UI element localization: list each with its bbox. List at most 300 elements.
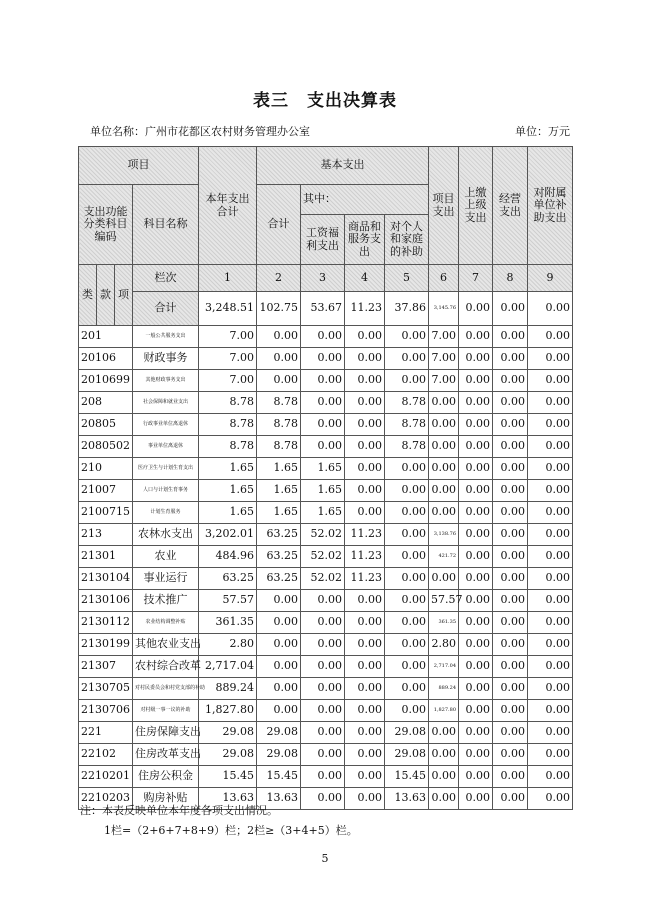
cell-value: 0.00 (493, 722, 528, 744)
cell-value: 0.00 (528, 700, 573, 722)
cell-value: 0.00 (459, 436, 493, 458)
table-row (79, 656, 573, 678)
subject-name: 技术推广 (133, 590, 199, 612)
cell-value: 0.00 (257, 590, 301, 612)
cell-value: 52.02 (301, 546, 345, 568)
subject-code: 2210203 (79, 788, 133, 810)
cell-value: 0.00 (493, 502, 528, 524)
cell-value: 0.00 (257, 678, 301, 700)
column-number: 5 (385, 265, 429, 292)
cell-value: 7.00 (199, 348, 257, 370)
cell-value: 7.00 (429, 370, 459, 392)
cell-value: 3,138.76 (429, 524, 459, 546)
cell-value: 0.00 (257, 656, 301, 678)
cell-value: 0.00 (459, 656, 493, 678)
cell-value: 0.00 (528, 524, 573, 546)
cell-value: 0.00 (301, 722, 345, 744)
header-row-no: 栏次 (133, 265, 199, 292)
cell-value: 29.08 (385, 722, 429, 744)
subject-code: 208 (79, 392, 133, 414)
cell-value: 0.00 (345, 502, 385, 524)
cell-value: 0.00 (528, 436, 573, 458)
header-operate: 经营支出 (493, 147, 528, 265)
cell-value: 0.00 (345, 436, 385, 458)
cell-value: 0.00 (301, 348, 345, 370)
cell-value: 15.45 (199, 766, 257, 788)
cell-value: 0.00 (257, 348, 301, 370)
cell-value: 0.00 (385, 480, 429, 502)
cell-value: 0.00 (493, 700, 528, 722)
cell-value: 2,717.04 (199, 656, 257, 678)
column-number: 3 (301, 265, 345, 292)
subject-name: 购房补贴 (133, 788, 199, 810)
cell-value: 2,717.04 (429, 656, 459, 678)
table-row (79, 326, 573, 348)
cell-value: 0.00 (301, 766, 345, 788)
cell-value: 0.00 (345, 700, 385, 722)
cell-value: 63.25 (257, 546, 301, 568)
subject-name: 对村民委员会和村党支部的补助 (133, 678, 199, 700)
cell-value: 0.00 (459, 546, 493, 568)
column-number: 4 (345, 265, 385, 292)
cell-value: 0.00 (385, 634, 429, 656)
subject-code: 21307 (79, 656, 133, 678)
cell-value: 7.00 (199, 326, 257, 348)
subject-name: 其他财政事务支出 (133, 370, 199, 392)
cell-value: 0.00 (528, 766, 573, 788)
cell-value: 11.23 (345, 546, 385, 568)
subject-code: 201 (79, 326, 133, 348)
column-number: 2 (257, 265, 301, 292)
cell-value: 0.00 (429, 744, 459, 766)
subject-name: 财政事务 (133, 348, 199, 370)
cell-value: 0.00 (301, 414, 345, 436)
cell-value: 8.78 (199, 436, 257, 458)
cell-value: 0.00 (493, 326, 528, 348)
cell-value: 1.65 (199, 458, 257, 480)
table-row (79, 436, 573, 458)
cell-value: 0.00 (528, 612, 573, 634)
subject-code: 213 (79, 524, 133, 546)
table-row (79, 524, 573, 546)
cell-value: 0.00 (345, 722, 385, 744)
cell-value: 1.65 (257, 502, 301, 524)
subject-code: 2100715 (79, 502, 133, 524)
cell-value: 0.00 (493, 590, 528, 612)
cell-value: 3,202.01 (199, 524, 257, 546)
cell-value: 0.00 (429, 480, 459, 502)
cell-value: 0.00 (459, 744, 493, 766)
table-row (79, 392, 573, 414)
subject-name: 事业运行 (133, 568, 199, 590)
subject-code: 2130104 (79, 568, 133, 590)
table-row (79, 766, 573, 788)
cell-value: 0.00 (301, 744, 345, 766)
subject-name: 事业单位离退休 (133, 436, 199, 458)
cell-value: 15.45 (257, 766, 301, 788)
cell-value: 29.08 (199, 744, 257, 766)
cell-value: 13.63 (257, 788, 301, 810)
cell-value: 0.00 (345, 326, 385, 348)
cell-value: 0.00 (301, 590, 345, 612)
cell-value: 889.24 (199, 678, 257, 700)
subject-name: 住房改革支出 (133, 744, 199, 766)
cell-value: 0.00 (385, 590, 429, 612)
cell-value: 7.00 (199, 370, 257, 392)
column-number: 1 (199, 265, 257, 292)
total-value: 102.75 (257, 292, 301, 326)
cell-value: 0.00 (385, 458, 429, 480)
header-salary: 工资福利支出 (301, 215, 345, 265)
cell-value: 0.00 (493, 744, 528, 766)
subject-code: 221 (79, 722, 133, 744)
cell-value: 0.00 (528, 392, 573, 414)
cell-value: 29.08 (385, 744, 429, 766)
cell-value: 63.25 (257, 524, 301, 546)
subject-name: 医疗卫生与计划生育支出 (133, 458, 199, 480)
cell-value: 0.00 (528, 656, 573, 678)
cell-value: 0.00 (459, 766, 493, 788)
cell-value: 57.57 (429, 590, 459, 612)
cell-value: 0.00 (345, 414, 385, 436)
cell-value: 0.00 (345, 348, 385, 370)
cell-value: 0.00 (493, 634, 528, 656)
cell-value: 0.00 (257, 634, 301, 656)
cell-value: 0.00 (345, 634, 385, 656)
cell-value: 11.23 (345, 524, 385, 546)
page-number: 5 (321, 852, 329, 865)
subject-code: 2010699 (79, 370, 133, 392)
cell-value: 0.00 (459, 392, 493, 414)
cell-value: 0.00 (429, 436, 459, 458)
cell-value: 1.65 (199, 480, 257, 502)
cell-value: 0.00 (345, 656, 385, 678)
cell-value: 0.00 (301, 370, 345, 392)
cell-value: 1.65 (257, 458, 301, 480)
cell-value: 8.78 (257, 392, 301, 414)
subject-name: 其他农业支出 (133, 634, 199, 656)
cell-value: 29.08 (199, 722, 257, 744)
cell-value: 0.00 (385, 524, 429, 546)
table-row (79, 348, 573, 370)
cell-value: 0.00 (257, 612, 301, 634)
subject-name: 农业 (133, 546, 199, 568)
cell-value: 0.00 (528, 568, 573, 590)
cell-value: 0.00 (257, 700, 301, 722)
subject-name: 住房保障支出 (133, 722, 199, 744)
header-entry: 项 (115, 265, 133, 326)
document-title: 表三 支出决算表 (253, 91, 397, 111)
cell-value: 0.00 (385, 678, 429, 700)
cell-value: 8.78 (257, 436, 301, 458)
cell-value: 0.00 (493, 348, 528, 370)
cell-value: 0.00 (528, 634, 573, 656)
cell-value: 0.00 (459, 612, 493, 634)
cell-value: 1,827.80 (199, 700, 257, 722)
subject-code: 2080502 (79, 436, 133, 458)
cell-value: 0.00 (459, 326, 493, 348)
subject-name: 人口与计划生育事务 (133, 480, 199, 502)
table-row (79, 568, 573, 590)
cell-value: 15.45 (385, 766, 429, 788)
table-row (79, 700, 573, 722)
total-value: 11.23 (345, 292, 385, 326)
subject-name: 对村级一事一议的补助 (133, 700, 199, 722)
cell-value: 0.00 (385, 656, 429, 678)
header-basic-total: 合计 (257, 185, 301, 265)
cell-value: 0.00 (345, 590, 385, 612)
cell-value: 8.78 (199, 392, 257, 414)
subject-code: 2210201 (79, 766, 133, 788)
cell-value: 2.80 (199, 634, 257, 656)
cell-value: 0.00 (345, 612, 385, 634)
table-row (79, 744, 573, 766)
cell-value: 0.00 (459, 700, 493, 722)
cell-value: 0.00 (459, 458, 493, 480)
cell-value: 13.63 (385, 788, 429, 810)
cell-value: 0.00 (429, 568, 459, 590)
cell-value: 0.00 (459, 722, 493, 744)
cell-value: 13.63 (199, 788, 257, 810)
total-value: 3,145.76 (429, 292, 459, 326)
cell-value: 0.00 (385, 348, 429, 370)
cell-value: 0.00 (528, 590, 573, 612)
header-section: 款 (97, 265, 115, 326)
table-row (79, 370, 573, 392)
cell-value: 8.78 (385, 414, 429, 436)
subject-name: 农业结构调整补贴 (133, 612, 199, 634)
cell-value: 0.00 (493, 524, 528, 546)
cell-value: 63.25 (257, 568, 301, 590)
cell-value: 0.00 (459, 370, 493, 392)
cell-value: 0.00 (459, 480, 493, 502)
header-goods: 商品和服务支出 (345, 215, 385, 265)
cell-value: 0.00 (459, 524, 493, 546)
cell-value: 52.02 (301, 524, 345, 546)
cell-value: 0.00 (493, 392, 528, 414)
subject-code: 2130199 (79, 634, 133, 656)
subject-name: 住房公积金 (133, 766, 199, 788)
cell-value: 0.00 (528, 326, 573, 348)
cell-value: 0.00 (429, 392, 459, 414)
cell-value: 0.00 (493, 788, 528, 810)
total-value: 3,248.51 (199, 292, 257, 326)
subject-code: 20805 (79, 414, 133, 436)
cell-value: 0.00 (345, 744, 385, 766)
total-label: 合计 (133, 292, 199, 326)
cell-value: 0.00 (459, 634, 493, 656)
cell-value: 29.08 (257, 722, 301, 744)
cell-value: 7.00 (429, 348, 459, 370)
subject-name: 社会保障和就业支出 (133, 392, 199, 414)
column-number: 7 (459, 265, 493, 292)
header-project: 项目支出 (429, 147, 459, 265)
cell-value: 0.00 (257, 370, 301, 392)
table-row (79, 634, 573, 656)
cell-value: 57.57 (199, 590, 257, 612)
cell-value: 0.00 (429, 788, 459, 810)
table-row (79, 480, 573, 502)
table-row (79, 546, 573, 568)
cell-value: 0.00 (528, 744, 573, 766)
cell-value: 0.00 (459, 568, 493, 590)
cell-value: 0.00 (493, 414, 528, 436)
subject-name: 一般公共服务支出 (133, 326, 199, 348)
cell-value: 2.80 (429, 634, 459, 656)
cell-value: 0.00 (528, 722, 573, 744)
cell-value: 0.00 (528, 480, 573, 502)
cell-value: 0.00 (301, 700, 345, 722)
column-number: 8 (493, 265, 528, 292)
header-upper: 上缴上级支出 (459, 147, 493, 265)
header-func-code: 支出功能分类科目编码 (79, 185, 133, 265)
cell-value: 0.00 (459, 590, 493, 612)
cell-value: 0.00 (528, 370, 573, 392)
cell-value: 0.00 (528, 678, 573, 700)
subject-code: 22102 (79, 744, 133, 766)
cell-value: 0.00 (385, 612, 429, 634)
cell-value: 0.00 (345, 766, 385, 788)
subject-name: 农村综合改革 (133, 656, 199, 678)
expenditure-table (78, 146, 573, 810)
cell-value: 0.00 (301, 656, 345, 678)
subject-code: 21301 (79, 546, 133, 568)
cell-value: 1.65 (301, 480, 345, 502)
cell-value: 8.78 (385, 392, 429, 414)
cell-value: 0.00 (459, 502, 493, 524)
cell-value: 1.65 (301, 458, 345, 480)
cell-value: 0.00 (429, 722, 459, 744)
cell-value: 8.78 (385, 436, 429, 458)
cell-value: 0.00 (459, 348, 493, 370)
cell-value: 0.00 (493, 766, 528, 788)
cell-value: 0.00 (528, 458, 573, 480)
table-row (79, 722, 573, 744)
cell-value: 361.35 (199, 612, 257, 634)
table-row (79, 502, 573, 524)
cell-value: 1.65 (257, 480, 301, 502)
cell-value: 484.96 (199, 546, 257, 568)
cell-value: 0.00 (528, 348, 573, 370)
header-total: 本年支出合计 (199, 147, 257, 265)
table-row (79, 612, 573, 634)
table-row (79, 414, 573, 436)
cell-value: 0.00 (528, 546, 573, 568)
total-value: 0.00 (459, 292, 493, 326)
unit-label: 单位：万元 (515, 125, 570, 138)
table-row (79, 590, 573, 612)
header-subject-name: 科目名称 (133, 185, 199, 265)
header-basic: 基本支出 (257, 147, 429, 185)
cell-value: 0.00 (345, 392, 385, 414)
header-subsidy: 对附属单位补助支出 (528, 147, 573, 265)
total-value: 53.67 (301, 292, 345, 326)
cell-value: 0.00 (301, 326, 345, 348)
cell-value: 0.00 (429, 502, 459, 524)
cell-value: 0.00 (345, 480, 385, 502)
cell-value: 0.00 (493, 370, 528, 392)
note-line-2: 1栏=（2+6+7+8+9）栏；2栏≥（3+4+5）栏。 (104, 824, 358, 837)
cell-value: 0.00 (385, 700, 429, 722)
cell-value: 0.00 (528, 414, 573, 436)
cell-value: 0.00 (301, 634, 345, 656)
subject-code: 2130112 (79, 612, 133, 634)
cell-value: 0.00 (528, 788, 573, 810)
subject-code: 210 (79, 458, 133, 480)
cell-value: 0.00 (493, 568, 528, 590)
cell-value: 0.00 (459, 678, 493, 700)
subject-name: 计划生育服务 (133, 502, 199, 524)
cell-value: 889.24 (429, 678, 459, 700)
unit-name: 单位名称：广州市花都区农村财务管理办公室 (90, 125, 310, 138)
note-line-1: 注：本表反映单位本年度各项支出情况。 (80, 804, 278, 817)
cell-value: 0.00 (385, 546, 429, 568)
cell-value: 0.00 (429, 414, 459, 436)
cell-value: 0.00 (301, 436, 345, 458)
subject-name: 农林水支出 (133, 524, 199, 546)
subject-code: 2130106 (79, 590, 133, 612)
cell-value: 0.00 (301, 678, 345, 700)
cell-value: 0.00 (301, 612, 345, 634)
cell-value: 0.00 (528, 502, 573, 524)
cell-value: 63.25 (199, 568, 257, 590)
cell-value: 0.00 (493, 546, 528, 568)
cell-value: 0.00 (301, 788, 345, 810)
total-value: 37.86 (385, 292, 429, 326)
cell-value: 0.00 (345, 370, 385, 392)
cell-value: 0.00 (429, 458, 459, 480)
cell-value: 0.00 (493, 678, 528, 700)
cell-value: 0.00 (493, 480, 528, 502)
cell-value: 0.00 (385, 502, 429, 524)
cell-value: 0.00 (345, 788, 385, 810)
cell-value: 0.00 (385, 370, 429, 392)
subject-name: 行政事业单位离退休 (133, 414, 199, 436)
table-row (79, 678, 573, 700)
cell-value: 0.00 (301, 392, 345, 414)
subject-code: 2130706 (79, 700, 133, 722)
header-of-which: 其中： (301, 185, 429, 215)
cell-value: 0.00 (493, 612, 528, 634)
cell-value: 361.35 (429, 612, 459, 634)
total-value: 0.00 (493, 292, 528, 326)
cell-value: 0.00 (257, 326, 301, 348)
subject-code: 20106 (79, 348, 133, 370)
cell-value: 0.00 (493, 656, 528, 678)
cell-value: 1.65 (301, 502, 345, 524)
header-item: 项目 (79, 147, 199, 185)
cell-value: 29.08 (257, 744, 301, 766)
subject-code: 2130705 (79, 678, 133, 700)
cell-value: 0.00 (385, 326, 429, 348)
cell-value: 1.65 (199, 502, 257, 524)
cell-value: 8.78 (199, 414, 257, 436)
header-kind: 类 (79, 265, 97, 326)
table-row (79, 458, 573, 480)
cell-value: 0.00 (493, 436, 528, 458)
cell-value: 11.23 (345, 568, 385, 590)
cell-value: 421.72 (429, 546, 459, 568)
cell-value: 0.00 (429, 766, 459, 788)
cell-value: 0.00 (459, 414, 493, 436)
cell-value: 1,827.80 (429, 700, 459, 722)
cell-value: 0.00 (385, 568, 429, 590)
cell-value: 0.00 (493, 458, 528, 480)
column-number: 9 (528, 265, 573, 292)
column-number: 6 (429, 265, 459, 292)
total-value: 0.00 (528, 292, 573, 326)
cell-value: 0.00 (345, 678, 385, 700)
